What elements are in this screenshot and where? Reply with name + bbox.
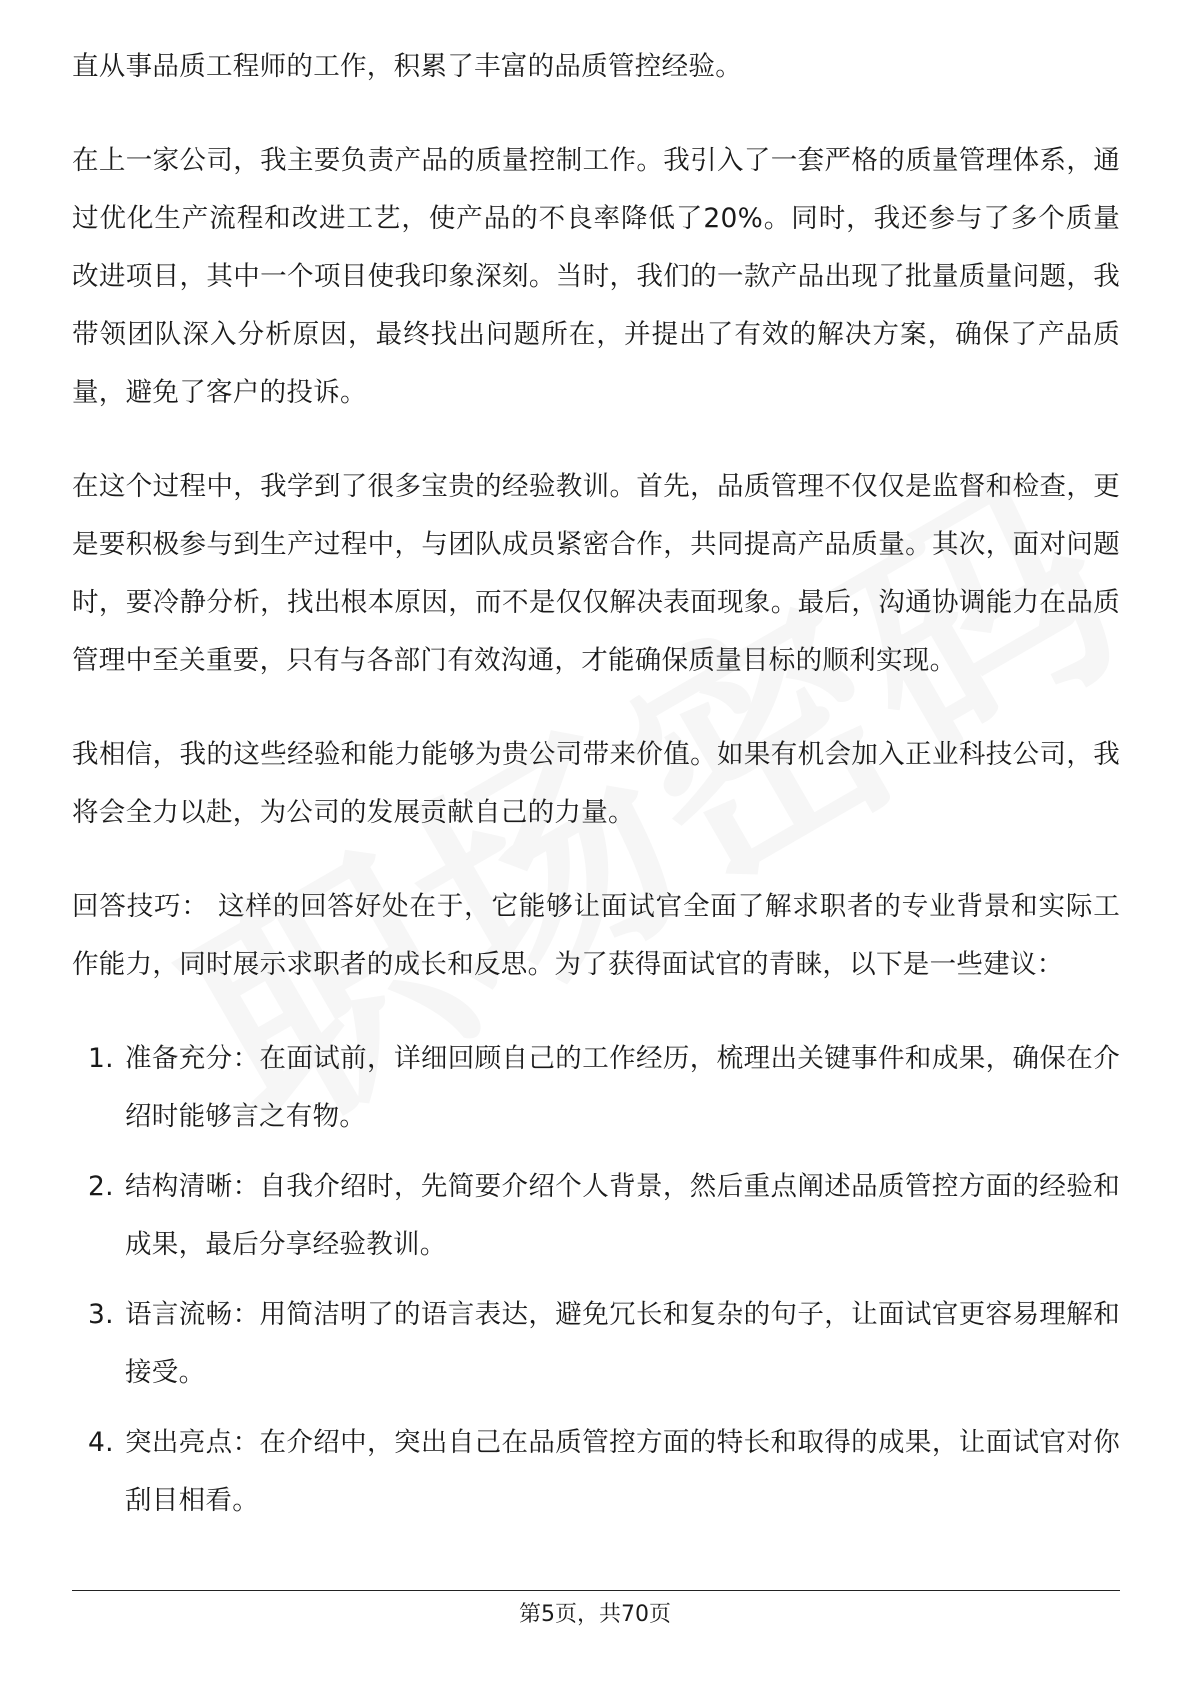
paragraph-closing: 我相信，我的这些经验和能力能够为贵公司带来价值。如果有机会加入正业科技公司，我将会全力以赴，为公司的发展贡献自己的力量。 [72, 739, 1120, 828]
list-item [72, 1414, 1120, 1530]
list-item [72, 1030, 1120, 1146]
list-item-text: 结构清晰：自我介绍时，先简要介绍个人背景，然后重点阐述品质管控方面的经验和成果，最后分享经验教训。 [125, 1171, 1120, 1260]
list-item-number: 4. [88, 1427, 114, 1458]
list-item-text: 语言流畅：用简洁明了的语言表达，避免冗长和复杂的句子，让面试官更容易理解和接受。 [125, 1299, 1120, 1388]
paragraph-intro-continuation: 直从事品质工程师的工作，积累了丰富的品质管控经验。 [72, 51, 742, 82]
list-item-number: 3. [88, 1299, 114, 1330]
list-item-number: 2. [88, 1171, 114, 1202]
paragraph-lessons-learned: 在这个过程中，我学到了很多宝贵的经验教训。首先，品质管理不仅仅是监督和检查，更是要积极参与到生产过程中，与团队成员紧密合作，共同提高产品质量。其次，面对问题时，要冷静分析，找出根本原因，而不是仅仅解决表面现象。最后，沟通协调能力在品质管理中至关重要，只有与各部门有效沟通，才能确保质量目标的顺利实现。 [72, 471, 1120, 676]
footer-divider [72, 1590, 1120, 1591]
page-content [72, 38, 1120, 1530]
list-item [72, 1158, 1120, 1274]
paragraph-previous-company: 在上一家公司，我主要负责产品的质量控制工作。我引入了一套严格的质量管理体系，通过优化生产流程和改进工艺，使产品的不良率降低了20%。同时，我还参与了多个质量改进项目，其中一个项目使我印象深刻。当时，我们的一款产品出现了批量质量问题，我带领团队深入分析原因，最终找出问题所在，并提出了有效的解决方案，确保了产品质量，避免了客户的投诉。 [72, 145, 1120, 408]
list-item-number: 1. [88, 1043, 114, 1074]
page-number: 第5页，共70页 [519, 1602, 671, 1627]
list-item-text: 突出亮点：在介绍中，突出自己在品质管控方面的特长和取得的成果，让面试官对你刮目相看。 [125, 1427, 1120, 1516]
tips-list [72, 1030, 1120, 1530]
list-item [72, 1286, 1120, 1402]
list-item-text: 准备充分：在面试前，详细回顾自己的工作经历，梳理出关键事件和成果，确保在介绍时能够言之有物。 [125, 1043, 1120, 1132]
paragraph-answer-tips: 回答技巧： 这样的回答好处在于，它能够让面试官全面了解求职者的专业背景和实际工作能力，同时展示求职者的成长和反思。为了获得面试官的青睐，以下是一些建议： [72, 891, 1120, 980]
